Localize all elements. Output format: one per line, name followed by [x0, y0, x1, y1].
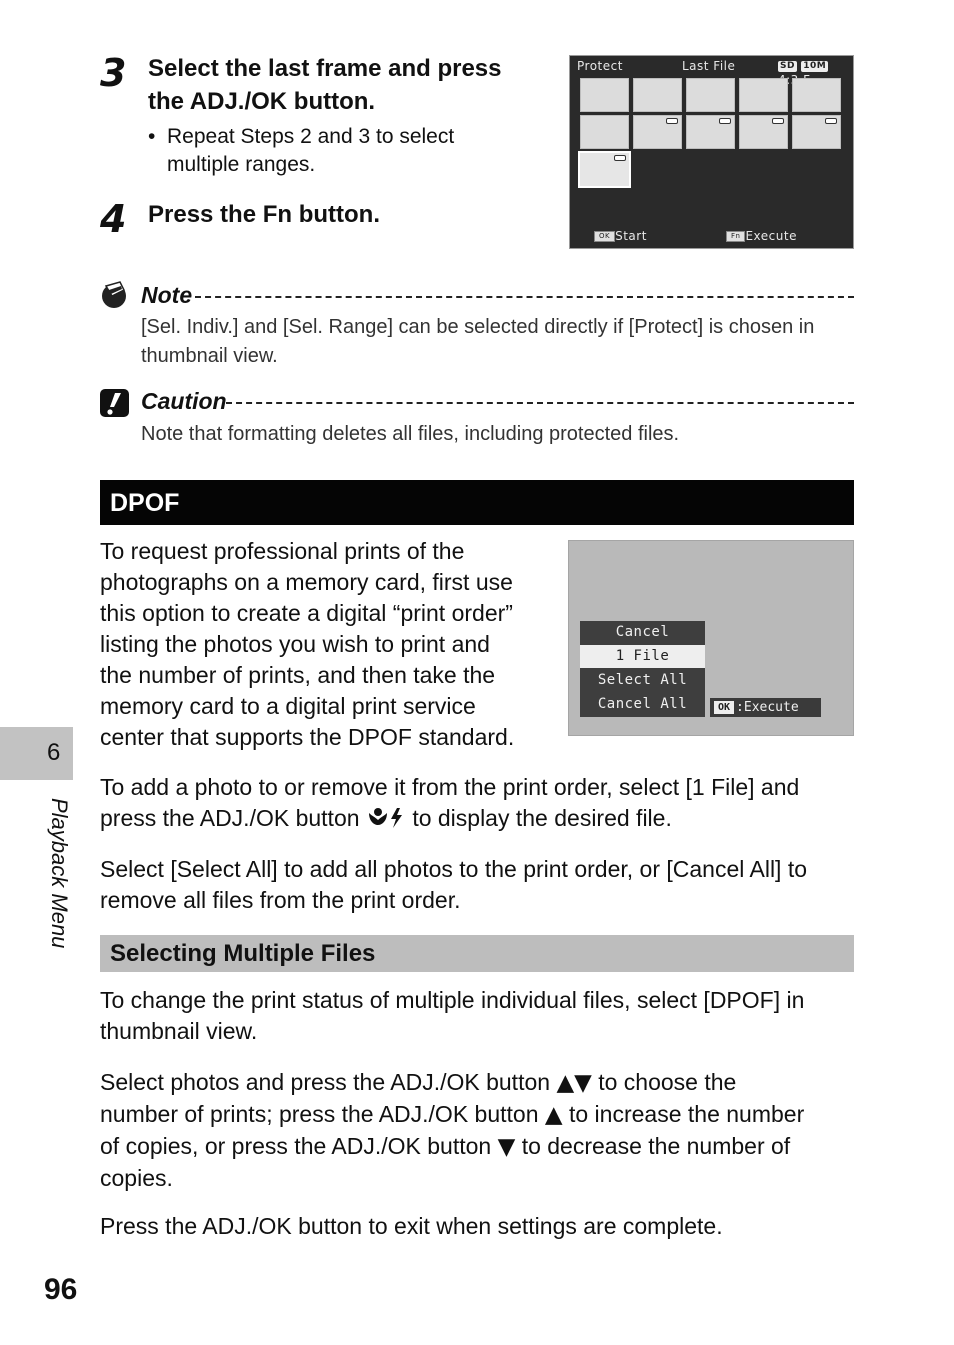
text-segment: number of prints; press the ADJ./OK button — [100, 1101, 539, 1127]
dpof-screen — [568, 540, 854, 736]
note-pencil-icon — [100, 280, 128, 310]
dpof-heading-bar — [100, 480, 854, 525]
dpof-para-2-line2 — [100, 803, 860, 837]
menu-item-1-file[interactable]: 1 File — [580, 645, 705, 668]
multiple-para-1-line1: To change the print status of multiple individual files, select [DPOF] in — [100, 987, 805, 1013]
step-number-3: 3 — [100, 51, 127, 95]
caution-title: Caution — [141, 388, 227, 414]
protect-key-icon — [614, 155, 626, 161]
menu-item-select-all[interactable]: Select All — [597, 672, 688, 688]
protect-title: Protect — [577, 59, 623, 73]
dpof-intro — [100, 536, 560, 753]
menu-item-cancel-all[interactable]: Cancel All — [597, 696, 688, 712]
text-segment: to decrease the number of — [521, 1133, 791, 1159]
multiple-files-heading-bar — [100, 935, 854, 972]
protect-screen — [569, 55, 854, 249]
step-3-title-line2: the ADJ./OK button. — [148, 88, 376, 115]
dpof-heading: DPOF — [110, 489, 180, 517]
chapter-label: Playback Menu — [47, 798, 72, 949]
menu-item-cancel[interactable]: Cancel — [615, 624, 670, 640]
dpof-intro-line: the number of prints, and then take the — [100, 662, 496, 688]
multiple-para-1-line2: thumbnail view. — [100, 1018, 258, 1044]
multiple-para-2-line1 — [100, 1067, 860, 1099]
aspect-ratio: 4:3 — [778, 73, 799, 87]
sd-card-icon: SD — [780, 61, 795, 71]
dpof-para-3 — [100, 854, 860, 916]
multiple-para-3: Press the ADJ./OK button to exit when settings are complete. — [100, 1213, 723, 1239]
multiple-para-1 — [100, 985, 860, 1047]
multiple-para-2 — [100, 1067, 860, 1194]
up-arrow-icon: ▲ — [544, 1102, 563, 1128]
text-segment: to choose the — [598, 1069, 737, 1095]
thumbnail[interactable] — [686, 78, 735, 112]
protect-key-icon — [772, 118, 784, 124]
caution-divider — [226, 402, 854, 404]
multiple-para-2-line4: copies. — [100, 1165, 173, 1191]
dpof-para-2-line2-start: press the ADJ./OK button — [100, 805, 360, 831]
thumbnail[interactable] — [739, 78, 788, 112]
step-4-title: Press the Fn button. — [148, 201, 381, 228]
bullet-dot: • — [148, 125, 156, 148]
dpof-menu — [580, 621, 705, 717]
dpof-para-3-line1: Select [Select All] to add all photos to the print order, or [Cancel All] to — [100, 856, 808, 882]
dpof-intro-line: photographs on a memory card, first use — [100, 569, 513, 595]
fn-execute-hint — [726, 229, 797, 243]
multiple-para-2-line2 — [100, 1099, 860, 1131]
text-segment: of copies, or press the ADJ./OK button — [100, 1133, 492, 1159]
chapter-tab — [0, 727, 73, 780]
multiple-para-2-line3 — [100, 1131, 860, 1163]
fn-key-icon: Fn — [726, 231, 745, 242]
step-3-bullet-line2: multiple ranges. — [167, 153, 316, 176]
dpof-para-2-line1: To add a photo to or remove it from the print order, select [1 File] and — [100, 774, 800, 800]
ok-key-icon: OK — [594, 231, 615, 242]
thumbnail[interactable] — [792, 78, 841, 112]
thumbnail[interactable] — [633, 78, 682, 112]
macro-flash-icon — [366, 806, 406, 837]
last-file-label: Last File — [682, 59, 736, 73]
dpof-intro-line: listing the photos you wish to print and — [100, 631, 490, 657]
execute-label: Execute — [745, 229, 797, 243]
image-size-badge: 10M — [803, 61, 827, 71]
note-text-line1: [Sel. Indiv.] and [Sel. Range] can be selected directly if [Protect] is chosen in — [141, 316, 815, 338]
note-title: Note — [141, 282, 193, 308]
execute-label: :Execute — [736, 700, 799, 715]
protect-key-icon — [666, 118, 678, 124]
step-3-bullet — [167, 123, 547, 179]
thumbnail-protected[interactable] — [686, 115, 735, 149]
caution-icon — [100, 389, 129, 417]
dpof-para-2-line2-end: to display the desired file. — [412, 805, 672, 831]
thumbnail-protected[interactable] — [633, 115, 682, 149]
text-segment: Select photos and press the ADJ./OK button — [100, 1069, 551, 1095]
note-text-line2: thumbnail view. — [141, 345, 278, 367]
protect-key-icon — [719, 118, 731, 124]
dpof-intro-line: memory card to a digital print service — [100, 693, 476, 719]
down-arrow-icon: ▼ — [497, 1134, 516, 1160]
dpof-intro-line: center that supports the DPOF standard. — [100, 724, 515, 750]
thumbnail[interactable] — [580, 78, 629, 112]
note-text — [141, 313, 861, 371]
chapter-number: 6 — [47, 739, 61, 766]
dpof-para-2 — [100, 772, 860, 837]
dpof-para-3-line2: remove all files from the print order. — [100, 887, 461, 913]
thumbnail-protected[interactable] — [739, 115, 788, 149]
multiple-files-heading: Selecting Multiple Files — [110, 940, 376, 967]
step-3-bullet-line1: Repeat Steps 2 and 3 to select — [167, 125, 455, 148]
thumbnail[interactable] — [580, 115, 629, 149]
up-down-arrow-icon: ▲▼ — [556, 1070, 592, 1096]
caution-text: Note that formatting deletes all files, including protected files. — [141, 423, 680, 445]
ok-start-hint — [594, 229, 647, 243]
step-3-title — [148, 52, 548, 118]
ok-execute-hint — [710, 698, 821, 717]
start-label: Start — [615, 229, 647, 243]
thumbnail-selected[interactable] — [578, 151, 631, 188]
note-divider — [195, 296, 854, 298]
protect-key-icon — [825, 118, 837, 124]
dpof-intro-line: To request professional prints of the — [100, 538, 465, 564]
text-segment: to increase the number — [568, 1101, 805, 1127]
dpof-intro-line: this option to create a digital “print order” — [100, 600, 513, 626]
ok-key-icon: OK — [714, 701, 734, 714]
step-3-title-line1: Select the last frame and press — [148, 55, 502, 82]
page-number: 96 — [44, 1273, 78, 1306]
step-number-4: 4 — [100, 197, 127, 241]
thumbnail-protected[interactable] — [792, 115, 841, 149]
